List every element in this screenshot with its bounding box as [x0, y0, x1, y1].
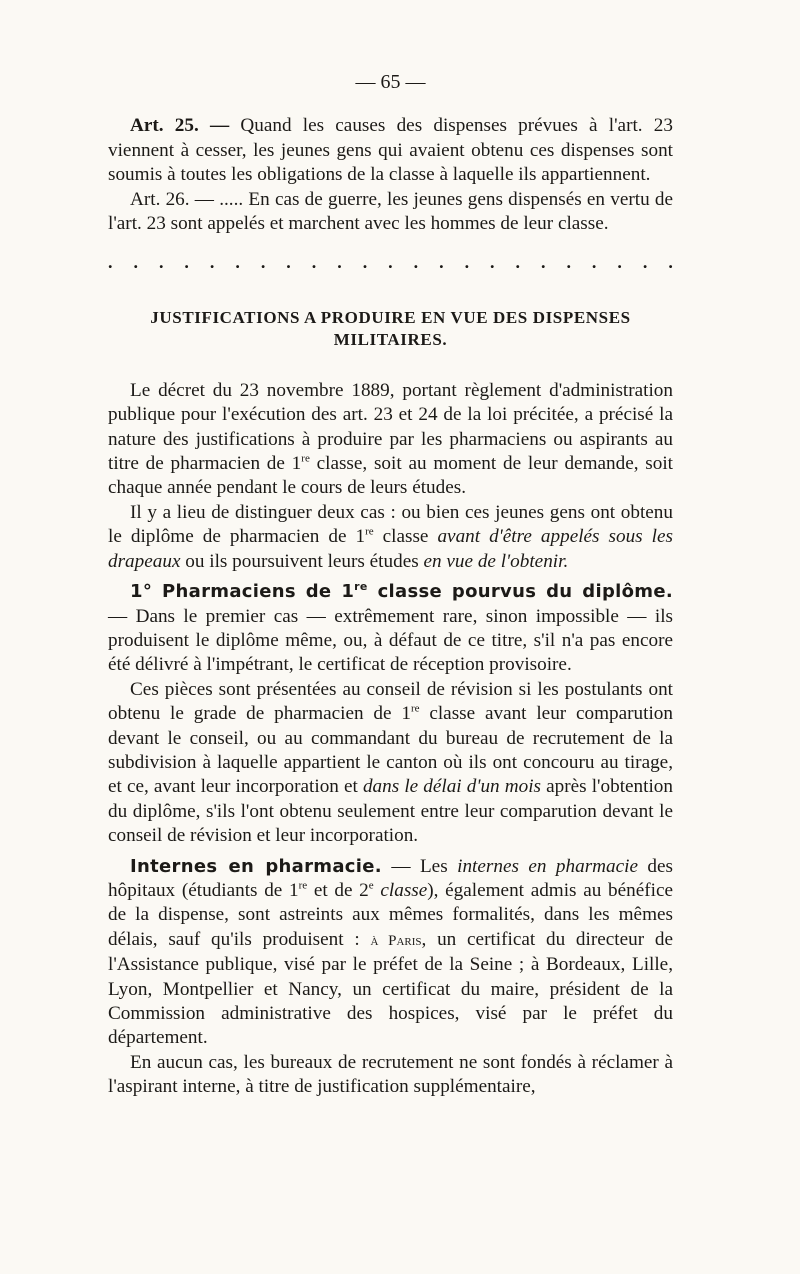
section-heading-line-1: JUSTIFICATIONS A PRODUIRE EN VUE DES DISPENSES [150, 307, 631, 327]
paragraph-decree [108, 379, 673, 501]
superscript: re [298, 879, 308, 892]
paragraph-pharmaciens-diplome [108, 580, 673, 678]
paragraph-internes-text-c: et de 2 [307, 879, 369, 901]
paragraph-pieces-text-b: classe avant leur comparution devant le conseil, ou au commandant du bureau de recrutement de la subdivision à laquelle appartient le canton où ils ont concouru au tirage, et ce, avant leur incorporation et [108, 703, 673, 798]
article-26-text: En cas de guerre, les jeunes gens dispensés en vertu de l'art. 23 sont appelés et marchent avec les hommes de leur classe. [108, 188, 673, 235]
paragraph-internes-text-e: ), également admis au bénéfice de la dispense, sont astreints aux mêmes formalités, dans les mêmes délais, sauf qu'ils produisent : [108, 879, 673, 950]
paragraph-decree-text-a: Le décret du 23 novembre 1889, portant règlement d'administration publique pour l'exécution des art. 23 et 24 de la loi précitée, a précisé la nature des justifications à produire par les pharmaciens ou aspirants au titre de pharmacien de 1 [108, 379, 673, 475]
paragraph-internes-text-a: — Les [381, 855, 458, 877]
article-25-label: Art. 25. — [130, 115, 230, 137]
superscript: re [301, 452, 310, 465]
subheading-pharmaciens [130, 581, 673, 602]
page-text-block [108, 70, 673, 1100]
italic-phrase: internes en pharmacie [457, 855, 638, 877]
article-25-text: Quand les causes des dispenses prévues à l'art. 23 viennent à cesser, les jeunes gens qui avaient obtenu ces dispenses sont soumis à toutes les obligations de la classe à laquelle ils appartiennent. [108, 115, 673, 186]
paragraph-two-cases-text-c: ou ils poursuivent leurs études [180, 550, 424, 572]
section-heading [108, 307, 673, 351]
dash: — [108, 605, 128, 627]
small-caps-phrase: à Paris [370, 932, 422, 949]
subheading-internes: Internes en pharmacie. [130, 855, 382, 877]
italic-phrase: classe [380, 879, 428, 901]
superscript: re [365, 525, 374, 538]
paragraph-pharmaciens-text: Dans le premier cas — extrêmement rare, sinon impossible — ils produisent le diplôme même, ou, à défaut de ce titre, s'il n'a pas encore été délivré à l'impétrant, le certificat de réception provisoire. [108, 605, 673, 676]
subheading-pharmaciens-text-b: classe pourvus du diplôme. [367, 581, 673, 603]
paragraph-decree-text-b: classe, soit au moment de leur demande, soit chaque année pendant le cours de leurs études. [108, 453, 673, 499]
paragraph-two-cases-text-a: Il y a lieu de distinguer deux cas : ou bien ces jeunes gens ont obtenu le diplôme de pharmacien de 1 [108, 501, 673, 548]
ellipsis-divider: . . . . . . . . . . . . . . . . . . . . . . . [108, 252, 673, 273]
paragraph-internes-text-f: , un certificat du directeur de l'Assistance publique, visé par le préfet de la Seine ; à Bordeaux, Lille, Lyon, Montpellier et Nancy, un certificat du maire, président de la Commission administrative des hospices, visé par le préfet du département. [108, 928, 673, 1049]
italic-phrase: en vue de l'obtenir. [423, 550, 569, 572]
paragraph-en-aucun-cas: En aucun cas, les bureaux de recrutement ne sont fondés à réclamer à l'aspirant interne, à titre de justification supplémentaire, [108, 1051, 673, 1098]
paragraph-pieces-text-c: après l'obtention du diplôme, s'ils l'ont obtenu seulement entre leur comparution devant le conseil de révision et leur incorporation. [108, 776, 673, 847]
paragraph-pieces [108, 678, 673, 849]
italic-phrase: avant d'être appelés sous les drapeaux [108, 526, 673, 572]
paragraph-internes [108, 855, 673, 1051]
article-26-label: Art. 26. — ..... [130, 188, 244, 210]
italic-phrase: dans le délai d'un mois [362, 776, 542, 798]
paragraph-pieces-text-a: Ces pièces sont présentées au conseil de révision si les postulants ont obtenu le grade de pharmacien de 1 [108, 678, 673, 725]
subheading-pharmaciens-text-a: 1° Pharmaciens de 1 [130, 581, 355, 603]
superscript: e [368, 879, 374, 892]
page-number: — 65 — [355, 71, 426, 93]
article-25 [108, 114, 673, 187]
paragraph-internes-text-b: des hôpitaux (étudiants de 1 [108, 855, 673, 901]
paragraph-two-cases-text-b: classe [373, 526, 438, 548]
section-heading-line-2: MILITAIRES. [333, 329, 448, 349]
superscript: re [410, 702, 420, 715]
paragraph-two-cases [108, 501, 673, 574]
superscript: re [354, 580, 368, 594]
article-26 [108, 188, 673, 237]
